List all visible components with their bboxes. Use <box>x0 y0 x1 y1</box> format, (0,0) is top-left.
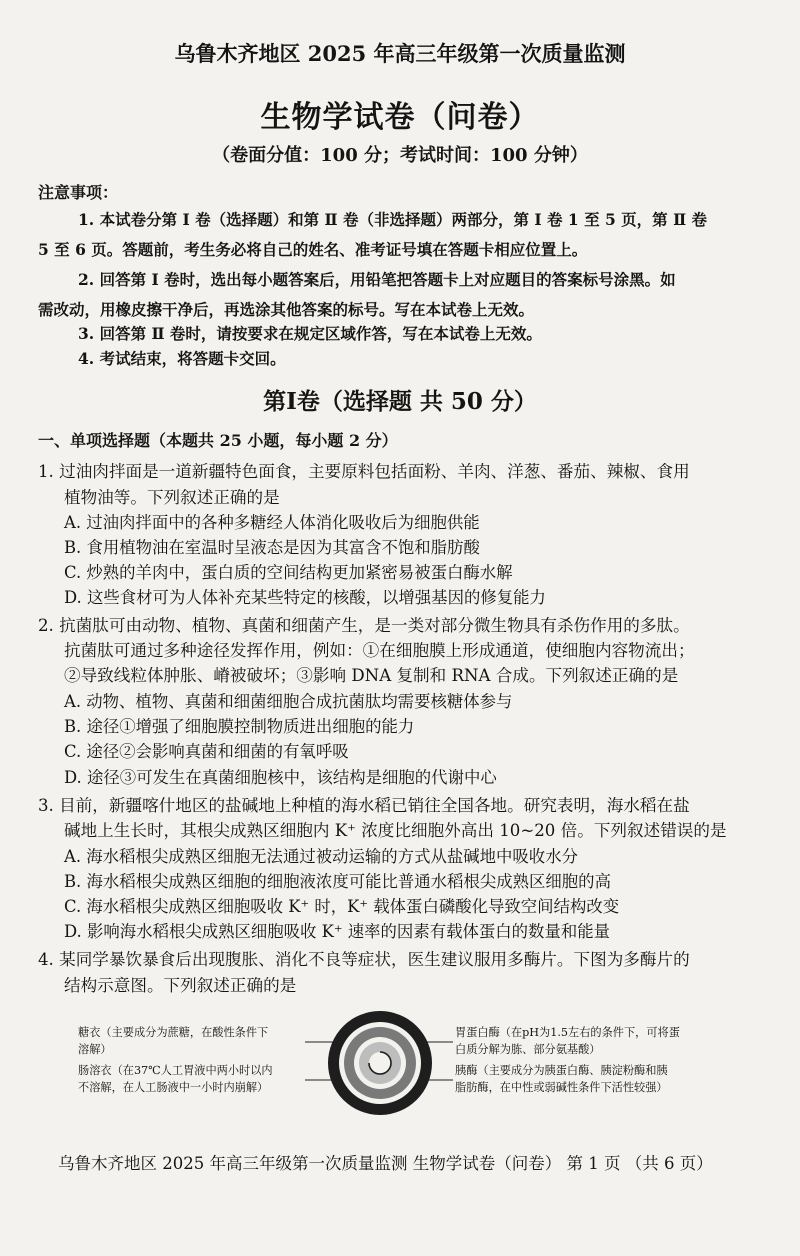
question-2-option-a: A. 动物、植物、真菌和细菌细胞合成抗菌肽均需要核糖体参与 <box>64 692 513 711</box>
question-3-stem: 3. 目前，新疆喀什地区的盐碱地上种植的海水稻已销往全国各地。研究表明，海水稻在盐 <box>38 796 690 815</box>
page-footer: 乌鲁木齐地区 2025 年高三年级第一次质量监测 生物学试卷（问卷） 第 1 页 （共 6 页） <box>58 1154 713 1173</box>
note-line: 需改动，用橡皮擦干净后，再选涂其他答案的标号。写在本试卷上无效。 <box>38 300 535 319</box>
label-sugar-coat: 糖衣（主要成分为蔗糖，在酸性条件下 溶解） <box>78 1026 269 1056</box>
note-line: 4. 考试结束，将答题卡交回。 <box>78 349 286 368</box>
label-pancreatin: 胰酶（主要成分为胰蛋白酶、胰淀粉酶和胰 脂肪酶，在中性或弱碱性条件下活性较强） <box>455 1064 668 1094</box>
question-3-option-c: C. 海水稻根尖成熟区细胞吸收 K⁺ 时，K⁺ 载体蛋白磷酸化导致空间结构改变 <box>64 897 620 916</box>
exam-subtitle: 生物学试卷（问卷） <box>260 100 540 135</box>
question-2-option-c: C. 途径②会影响真菌和细菌的有氧呼吸 <box>64 742 349 761</box>
question-4-stem: 4. 某同学暴饮暴食后出现腹胀、消化不良等症状，医生建议服用多酶片。下图为多酶片的 <box>38 950 690 969</box>
question-3-option-d: D. 影响海水稻根尖成熟区细胞吸收 K⁺ 速率的因素有载体蛋白的数量和能量 <box>64 922 611 941</box>
question-2-option-b: B. 途径①增强了细胞膜控制物质进出细胞的能力 <box>64 717 415 736</box>
exam-info: （卷面分值：100 分；考试时间：100 分钟） <box>212 145 588 166</box>
note-line: 3. 回答第 Ⅱ 卷时，请按要求在规定区域作答，写在本试卷上无效。 <box>78 324 542 343</box>
part-heading: 一、单项选择题（本题共 25 小题，每小题 2 分） <box>38 431 398 450</box>
label-pepsin: 胃蛋白酶（在pH为1.5左右的条件下，可将蛋 白质分解为胨、部分氨基酸） <box>455 1026 680 1056</box>
question-1-option-d: D. 这些食材可为人体补充某些特定的核酸，以增强基因的修复能力 <box>64 588 546 607</box>
tablet-structure-diagram <box>285 1008 460 1128</box>
question-2-option-d: D. 途径③可发生在真菌细胞核中，该结构是细胞的代谢中心 <box>64 768 497 787</box>
note-line: 2. 回答第 Ⅰ 卷时，选出每小题答案后，用铅笔把答题卡上对应题目的答案标号涂黑。如 <box>78 270 676 289</box>
question-1-option-b: B. 食用植物油在室温时呈液态是因为其富含不饱和脂肪酸 <box>64 538 480 557</box>
question-2-stem: 2. 抗菌肽可由动物、植物、真菌和细菌产生，是一类对部分微生物具有杀伤作用的多肽。 <box>38 616 690 635</box>
section-title: 第Ⅰ卷（选择题 共 50 分） <box>263 388 537 415</box>
question-3-option-a: A. 海水稻根尖成熟区细胞无法通过被动运输的方式从盐碱地中吸收水分 <box>64 847 578 866</box>
notes-heading: 注意事项： <box>38 183 119 202</box>
question-1-option-c: C. 炒熟的羊肉中，蛋白质的空间结构更加紧密易被蛋白酶水解 <box>64 563 513 582</box>
question-1-stem: 1. 过油肉拌面是一道新疆特色面食，主要原料包括面粉、羊肉、洋葱、番茄、辣椒、食用 <box>38 462 690 481</box>
question-3-stem: 碱地上生长时，其根尖成熟区细胞内 K⁺ 浓度比细胞外高出 10~20 倍。下列叙述错误的是 <box>64 821 727 840</box>
exam-title: 乌鲁木齐地区 2025 年高三年级第一次质量监测 <box>174 41 626 66</box>
note-line: 5 至 6 页。答题前，考生务必将自己的姓名、准考证号填在答题卡相应位置上。 <box>38 240 588 259</box>
question-2-stem: ②导致线粒体肿胀、嵴被破坏；③影响 DNA 复制和 RNA 合成。下列叙述正确的是 <box>64 666 679 685</box>
question-3-option-b: B. 海水稻根尖成熟区细胞的细胞液浓度可能比普通水稻根尖成熟区细胞的高 <box>64 872 611 891</box>
question-1-option-a: A. 过油肉拌面中的各种多糖经人体消化吸收后为细胞供能 <box>64 513 480 532</box>
note-line: 1. 本试卷分第 Ⅰ 卷（选择题）和第 Ⅱ 卷（非选择题）两部分，第 Ⅰ 卷 1 至 5 页，第 Ⅱ 卷 <box>78 210 708 229</box>
question-4-stem: 结构示意图。下列叙述正确的是 <box>64 976 297 995</box>
label-enteric-coat: 肠溶衣（在37℃人工胃液中两小时以内 不溶解，在人工肠液中一小时内崩解） <box>78 1064 273 1094</box>
question-2-stem: 抗菌肽可通过多种途径发挥作用，例如：①在细胞膜上形成通道，使细胞内容物流出； <box>64 641 695 660</box>
question-1-stem: 植物油等。下列叙述正确的是 <box>64 488 280 507</box>
